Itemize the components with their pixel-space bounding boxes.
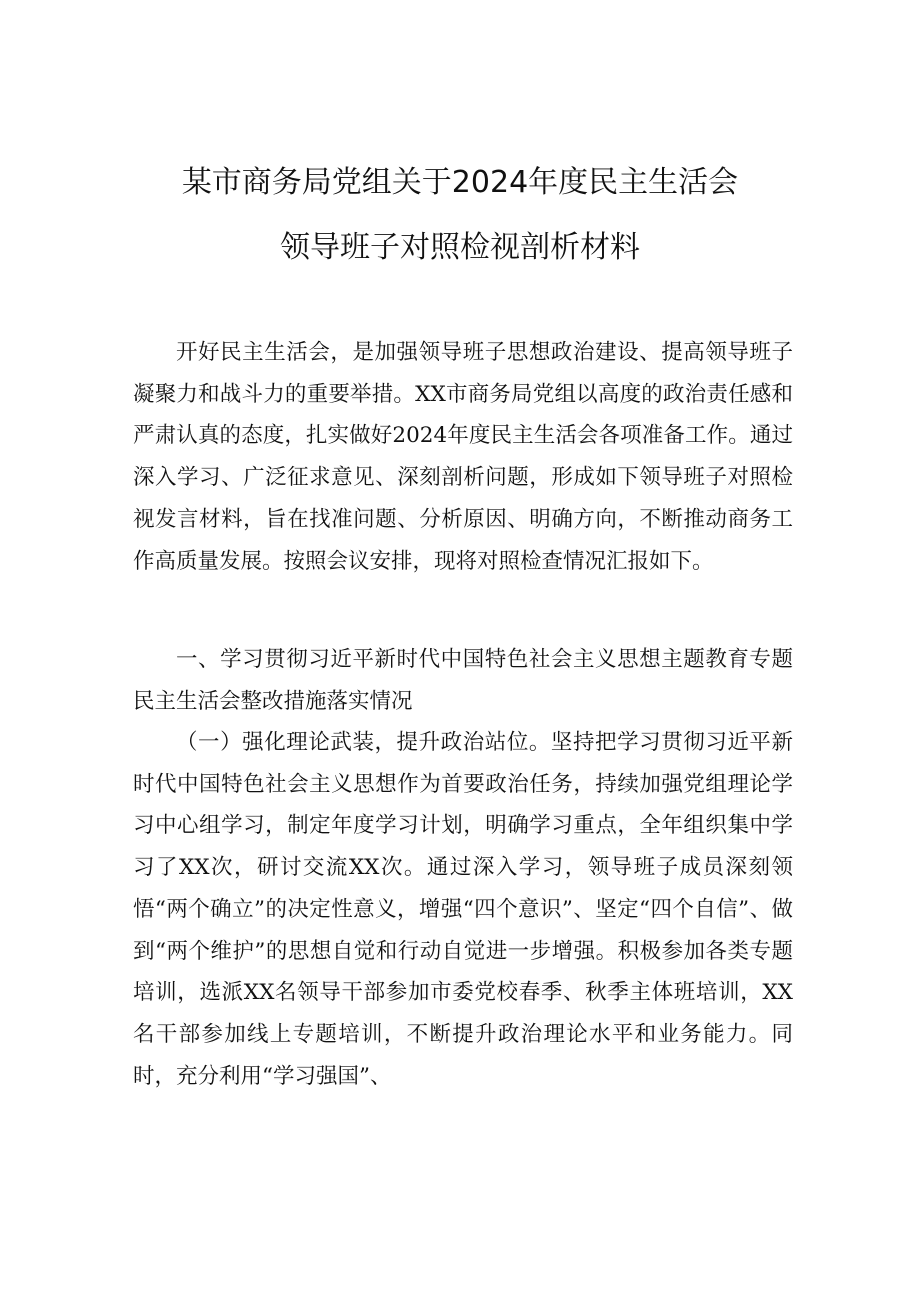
section-heading-1: 一、学习贯彻习近平新时代中国特色社会主义思想主题教育专题民主生活会整改措施落实情况 (133, 647, 793, 714)
intro-paragraph: 开好民主生活会，是加强领导班子思想政治建设、提高领导班子凝聚力和战斗力的重要举措。XX市商务局党组以高度的政治责任感和严肃认真的态度，扎实做好2024年度民主生活会各项准备工作。通过深入学习、广泛征求意见、深刻剖析问题，形成如下领导班子对照检视发言材料，旨在找准问题、分析原因、明确方向，不断推动商务工作高质量发展。按照会议安排，现将对照检查情况汇报如下。 (133, 340, 793, 574)
document-title-line-1: 某市商务局党组关于2024年度民主生活会 (181, 165, 739, 200)
document-title-line-2: 领导班子对照检视剖析材料 (280, 230, 640, 265)
subsection-paragraph-1: （一）强化理论武装，提升政治站位。坚持把学习贯彻习近平新时代中国特色社会主义思想作为首要政治任务，持续加强党组理论学习中心组学习，制定年度学习计划，明确学习重点，全年组织集中学习了XX次，研讨交流XX次。通过深入学习，领导班子成员深刻领悟“两个确立”的决定性意义，增强“四个意识”、坚定“四个自信”、做到“两个维护”的思想自觉和行动自觉进一步增强。积极参加各类专题培训，选派XX名领导干部参加市委党校春季、秋季主体班培训，XX名干部参加线上专题培训，不断提升政治理论水平和业务能力。同时，充分利用“学习强国”、 (133, 730, 793, 1089)
